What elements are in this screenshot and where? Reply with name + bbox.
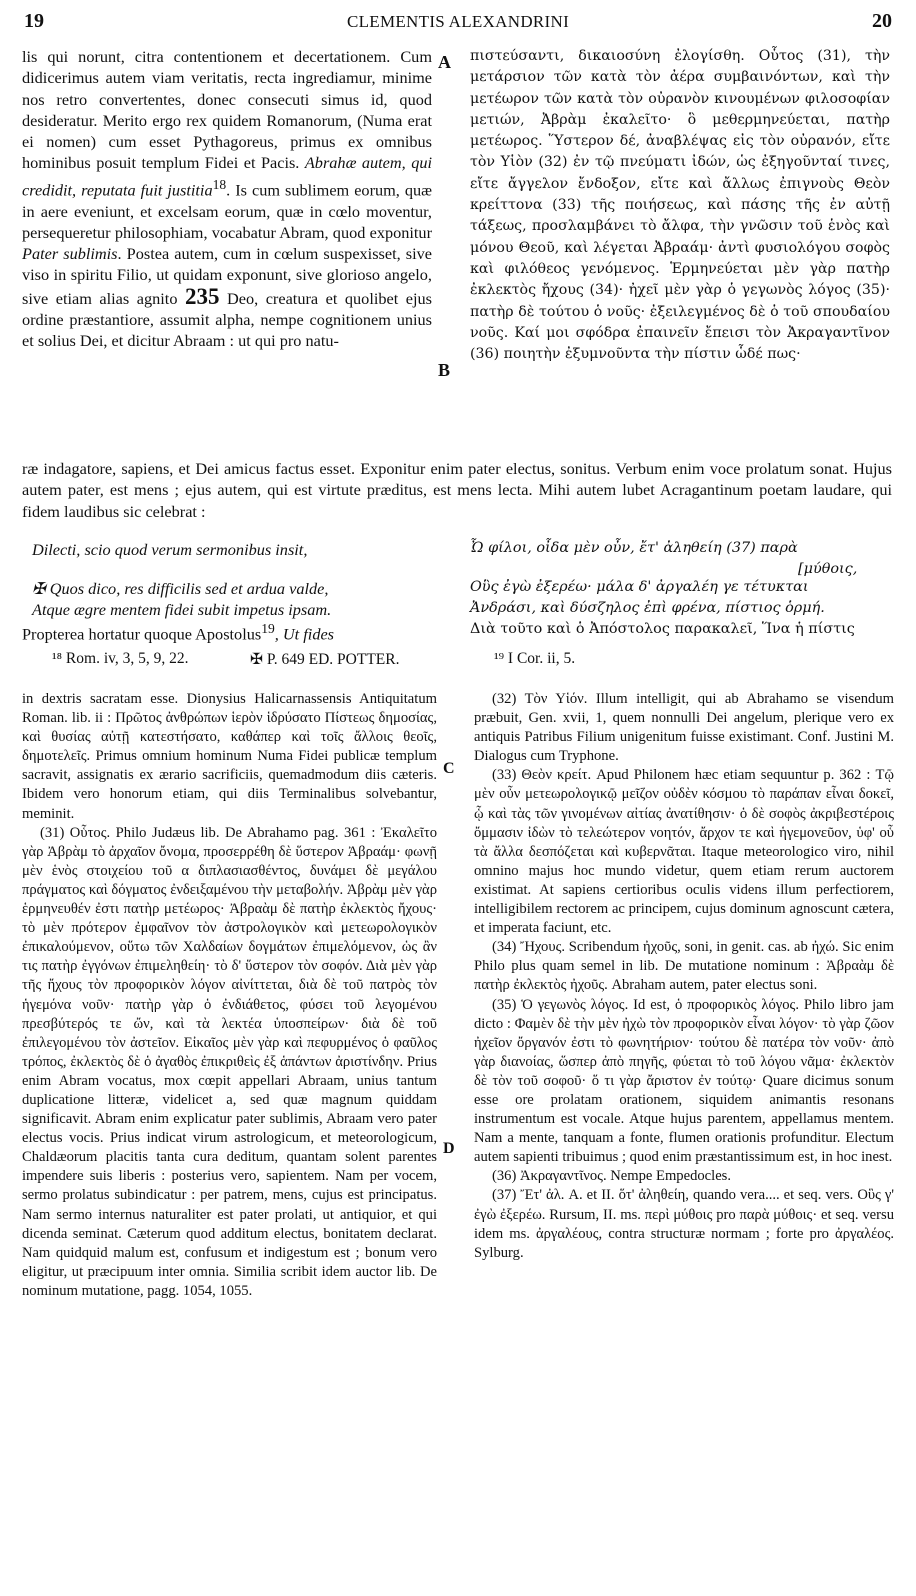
latin-fullwidth xyxy=(22,458,892,522)
gutter-letters-bottom xyxy=(443,760,471,1180)
latin-paragraph xyxy=(22,46,432,352)
running-title: CLEMENTIS ALEXANDRINI xyxy=(346,12,570,31)
note-right-35: (35) Ὁ γεγωνὸς λόγος. Id est, ὁ προφορικὸς λόγος. Philo libro jam dicto : Φαμὲν δὲ τὴν μὲν ἠχὼ τὸν προφορικὸν εἶναι λόγον· τὸ γὰρ ζῶον ἠχεῖον ὄργανόν ἐστι τὸ φωνητήριον· τούτου δὲ πατέρα τὸν νοῦν· ἀπὸ γὰρ διανοίας, ὥσπερ ἀπὸ πηγῆς, φύεται τὸ τοῦ λόγου νᾶμα· ἐκλεκτὸν δὲ τὸν τοῦ σοφοῦ· ὅ τι γὰρ ἄριστον ἐν τούτῳ· Quare dicimus sonum esse ore prolatam orationem, siquidem animantis resonans instrumentum est vocale. Atque hujus parentem, appellamus mentem. Nam a mente, tanquam a fonte, flumen orationis profunditur. Electum autem sapienti tribuimus ; quod enim præstantissimum est, in hoc inest. xyxy=(474,996,894,1166)
verse-greek-2: Οὓς ἐγὼ ἐξερέω· μάλα δ' ἀργαλέη γε τέτυκται xyxy=(470,579,809,595)
note-right-36: (36) Ἀκραγαντῖνος. Nempe Empedocles. xyxy=(492,1168,732,1185)
margin-letter-d: D xyxy=(443,1140,455,1157)
note-right-34: (34) Ἤχους. Scribendum ἠχοῦς, soni, in genit. cas. ab ἠχώ. Sic enim Philo plus quam semel in lib. De mutatione nominum : Ἀβραὰμ δὲ πατὴρ ἐκλεκτὸς ἠχοῦς. Abraham autem, pater electus soni. xyxy=(474,939,894,994)
verse-block xyxy=(22,540,892,642)
verse-latin-4-text: Propterea hortatur quoque Apostolus xyxy=(22,624,262,644)
verse-latin-3: Atque ægre mentem fidei subit impetus ipsam. xyxy=(32,600,332,619)
latin-full-paragraph: ræ indagatore, sapiens, et Dei amicus factus esset. Exponitur enim pater electus, sonitus. Verbum enim voce prolatum sonat. Hujus autem pater, est mens ; ejus autem, qui est virtute præditus, est mens lecta. Mihi autem lubet Acragantinum poetam laudare, qui fidem laudibus sic celebrat : xyxy=(22,459,892,521)
note-right-37: (37) Ἔτ' ἀλ. A. et II. ὅτ' ἀληθείη, quando vera.... et seq. vers. Οὓς γ' ἐγὼ ἐξερέω. Rursum, II. ms. περὶ μύθοις pro παρὰ μύθοις· et seq. versu idem ms. ἀργαλέους, contra structuræ normam ; forte pro ἀργαλέος. Sylburg. xyxy=(474,1187,894,1261)
note-right-33: (33) Θεὸν κρείτ. Apud Philonem hæc etiam sequuntur p. 362 : Τῷ μὲν οὖν μετεωρολογικῷ μεῖζον οὐδὲν κόσμου τὸ παράπαν εἶναι δοκεῖ, ᾧ καὶ τὰς τῶν γινομένων αἰτίας ἀνατίθησιν· ὁ δὲ σοφὸς ἀκριβεστέροις ὄμμασιν ἰδὼν τὸ τελεώτερον νοητόν, ἄρχον τε καὶ ἡγεμονεῦον, ὑφ' οὗ τὰ ἄλλα δεσπόζεται καὶ κυβερνᾶται. Itaque meteorologico viro, nihil omnino majus hoc mundo videtur, quem etiam rerum auctorem existimat. At sapiens certioribus oculis videns illum perfectiorem, intelligibilem rectorem ac principem, cujus dominum agnoscunt cætera, et imperata faciunt, etc. xyxy=(474,767,894,937)
margin-letter-c: C xyxy=(443,760,455,777)
potter-page-ref: ✠ P. 649 ED. POTTER. xyxy=(250,651,400,668)
note-right-32: (32) Τὸν Υἱόν. Illum intelligit, qui ab Abrahamo se visendum præbuit, Gen. xvii, 1, quem nonnulli Dei angelum, plerique vero ex antiquis Patribus Filium unigenitum fuisse existimant. Conf. Justini M. Dialogus cum Tryphone. xyxy=(474,691,894,765)
page-marker-235: 235 xyxy=(184,283,220,309)
latin-italic-1: Abrahæ autem, qui credidit, reputata fuit justitia xyxy=(22,153,432,200)
latin-text-3: . Postea autem, cum in cœlum suspexisset, sive viso in spiritu Filio, ut quidam exponunt, sive glorioso angelo, sive etiam alias agnito xyxy=(22,244,432,308)
verse-latin-1: Dilecti, scio quod verum sermonibus insit, xyxy=(32,540,308,559)
verse-latin-4-italic: , Ut fides xyxy=(274,624,335,644)
latin-text-1: lis qui norunt, citra contentionem et decertationem. Cum didicerimus autem viam veritatis, recta ingrediamur, minime nos retro convertentes, donec consecuti simus id, quod desideratur. Merito ergo rex quidem Romanorum, (Numa erat ei nomen) cum esset Pythagoreus, primus ex omnibus hominibus posuit templum Fidei et Pacis. xyxy=(22,47,432,173)
footnote-ref-19: 19 xyxy=(261,621,275,636)
latin-italic-2: Pater sublimis xyxy=(22,244,118,264)
gutter-letters-top xyxy=(438,52,466,392)
verse-latin-4 xyxy=(22,621,334,644)
verse-greek-1b: [μύθοις, xyxy=(798,561,858,577)
margin-letter-a: A xyxy=(438,52,451,72)
latin-column xyxy=(22,46,432,352)
notes-left-column xyxy=(22,690,437,1301)
latin-text-2: . Is cum sublimem eorum, quæ in aere eveniunt, et excelsam eorum, quæ in cœlo moventur, persequeretur philosophiam, vocabatur Abram, quod exponitur xyxy=(22,180,432,242)
note-left-31: (31) Οὗτος. Philo Judæus lib. De Abrahamo pag. 361 : Ἐκαλεῖτο γὰρ Ἀβρὰμ τὸ ἀρχαῖον ὄνομα, προσερρέθη δὲ ὕστερον Ἀβραάμ· φωνῇ μὲν ἑνὸς στοιχείου τοῦ α διπλασιασθέντος, δυνάμει δὲ μεγάλου πράγματος καὶ δόγματος ἐνδειξαμένου τὴν μεταβολήν. Ἀβρὰμ μὲν γὰρ ἑρμηνευθέν ἐστι πατὴρ μετέωρος· Ἀβραὰμ δὲ πατὴρ ἐκλεκτὸς ἤχους· τὸ μὲν πρότερον ἐμφαῖνον τὸν ἀστρολογικὸν καὶ μετεωρολογικὸν ἐπικαλούμενον, οὕτω τῶν Χαλδαίων δογμάτων ἐπιμελόμενον, ὡς ἂν τις πατὴρ ἐγγόνων ἐπιμεληθείη· τὸ δ' ὕστερον τὸν σοφόν. Διὰ μὲν γὰρ τῆς ἤχους τὸν προφορικὸν λόγον αἰνίττεται, διὰ δὲ τοῦ πατρὸς τὸν ἡγεμόνα νοῦν· πατὴρ γὰρ ὁ ἐνδιάθετος, φύσει τοῦ λεγομένου πρεσβύτερός τε ὤν, καὶ τὰ λεκτέα ὑποσπείρων· διὰ δὲ τοῦ ἐπιλεγομένου τὸν ἀστεῖον. Εἰκαῖος μὲν γὰρ καὶ πεφυρμένος ὁ φαῦλος τρόπος, ἐκλεκτὸς δὲ ὁ ἀγαθὸς ἐπικριθεὶς ἐξ ἁπάντων ἀριστίνδην. Prius enim Abram vocatus, mox cœpit appellari Abraam, unius tantum duplicatione litteræ, videlicet a, sed quæ magnum quiddam significavit. Abram enim explicatur pater sublimis, Abraam vero pater electus vocis. Prius indicat virum astrologicum, et meteorologicum, Chaldæorum placitis tanta cura deditum, quantam solent parentes impendere suis liberis : posterius vero, sapientem. Nam per vocem, sermo prolatus subindicatur : per patrem, mens, cujus est principatus. Nam sermo internus naturaliter est pater prolati, ut antiquior, et qui dicenda seminat. Cæterum quod additum electus, bonitatem declarat. Nam quidquid malum est, confusum et indigestum est ; bonum vero eligitur, ut præcipuum inter omnia. Similia scribit idem auctor lib. De nominum mutatione, pagg. 1054, 1055. xyxy=(22,824,437,1299)
footnote-ref-18: 18 xyxy=(212,176,227,192)
verse-latin-2: ✠ Quos dico, res difficilis sed et ardua valde, xyxy=(32,579,329,598)
footnote-19: ¹⁹ I Cor. ii, 5. xyxy=(494,650,576,667)
notes-right-column xyxy=(474,690,894,1263)
note-left-1: in dextris sacratam esse. Dionysius Halicarnassensis Antiquitatum Roman. lib. ii : Πρῶτος ἀνθρώπων ἱερὸν ἱδρύσατο Πίστεως δημοσίας, καὶ θυσίας αὐτῇ κατεστήσατο, καθάπερ καὶ τοῖς ἄλλοις θεοῖς, δημοτελεῖς. Primus omnium hominum Numa Fidei publicæ templum sacravit, assignatis ex ærario sacrificiis, quemadmodum diis cæteris. Ibidem vero honorum etiam, qui diis Terminalibus solvebantur, meminit. xyxy=(22,691,437,822)
greek-paragraph: πιστεύσαντι, δικαιοσύνη ἐλογίσθη. Οὗτος (31), τὴν μετάρσιον τῶν κατὰ τὸν ἀέρα συμβαινόντων, καὶ τὴν μετέωρον τῶν κατὰ τὸν οὐρανὸν κινουμένων φιλοσοφίαν μετιών, Ἀβρὰμ ἐκαλεῖτο· ὃ μεθερμηνεύεται, πατὴρ μετέωρος. Ὕστερον δέ, ἀναβλέψας εἰς τὸν οὐρανόν, εἴτε τὸν Υἱὸν (32) ἐν τῷ πνεύματι ἰδών, ὡς ἐξηγοῦνταί τινες, εἴτε ἄγγελον ἔνδοξον, εἴτε καὶ ἄλλως ἐπιγνοὺς Θεὸν κρείττονα (33) τῆς ποιήσεως, καὶ πάσης τῆς ἐν αὐτῇ τάξεως, προσλαμβάνει τὸ ἄλφα, τὴν γνῶσιν τοῦ ἑνὸς καὶ μόνου Θεοῦ, καὶ λέγεται Ἀβραάμ· ἀντὶ φυσιολόγου σοφὸς καὶ φιλόθεος γενόμενος. Ἑρμηνεύεται μὲν γὰρ πατὴρ ἐκλεκτὸς ἤχους (34)· ἠχεῖ μὲν γὰρ ὁ γεγωνὸς λόγος (35)· πατὴρ δὲ τούτου ὁ νοῦς· ἐξειλεγμένος δὲ ὁ τοῦ σπουδαίου νοῦς. Καί μοι σφόδρα ἐπαινεῖν ἔπεισι τὸν Ἀκραγαντῖνον (36) ποιητὴν ἐξυμνοῦντα τὴν πίστιν ὧδέ πως· xyxy=(470,48,890,363)
greek-column xyxy=(470,46,890,365)
running-header xyxy=(24,10,892,36)
latin-text-4: Deo, creatura et quolibet ejus ordine præstantiore, assumit alpha, nempe cognitionem unius et solius Dei, et dicitur Abraam : ut qui pro natu- xyxy=(22,288,432,351)
footnote-18: ¹⁸ Rom. iv, 3, 5, 9, 22. xyxy=(52,650,189,667)
page-number-left: 19 xyxy=(24,10,44,32)
verse-greek-4: Διὰ τοῦτο καὶ ὁ Ἀπόστολος παρακαλεῖ, Ἵνα ἡ πίστις xyxy=(470,621,855,637)
verse-greek-1: Ὦ φίλοι, οἶδα μὲν οὖν, ἔτ' ἀληθείη (37) παρὰ xyxy=(470,540,798,556)
verse-greek-3: Ἀνδράσι, καὶ δύσζηλος ἐπὶ φρένα, πίστιος ὁρμή. xyxy=(470,600,825,616)
page-number-right: 20 xyxy=(872,10,892,32)
margin-letter-b: B xyxy=(438,360,451,380)
